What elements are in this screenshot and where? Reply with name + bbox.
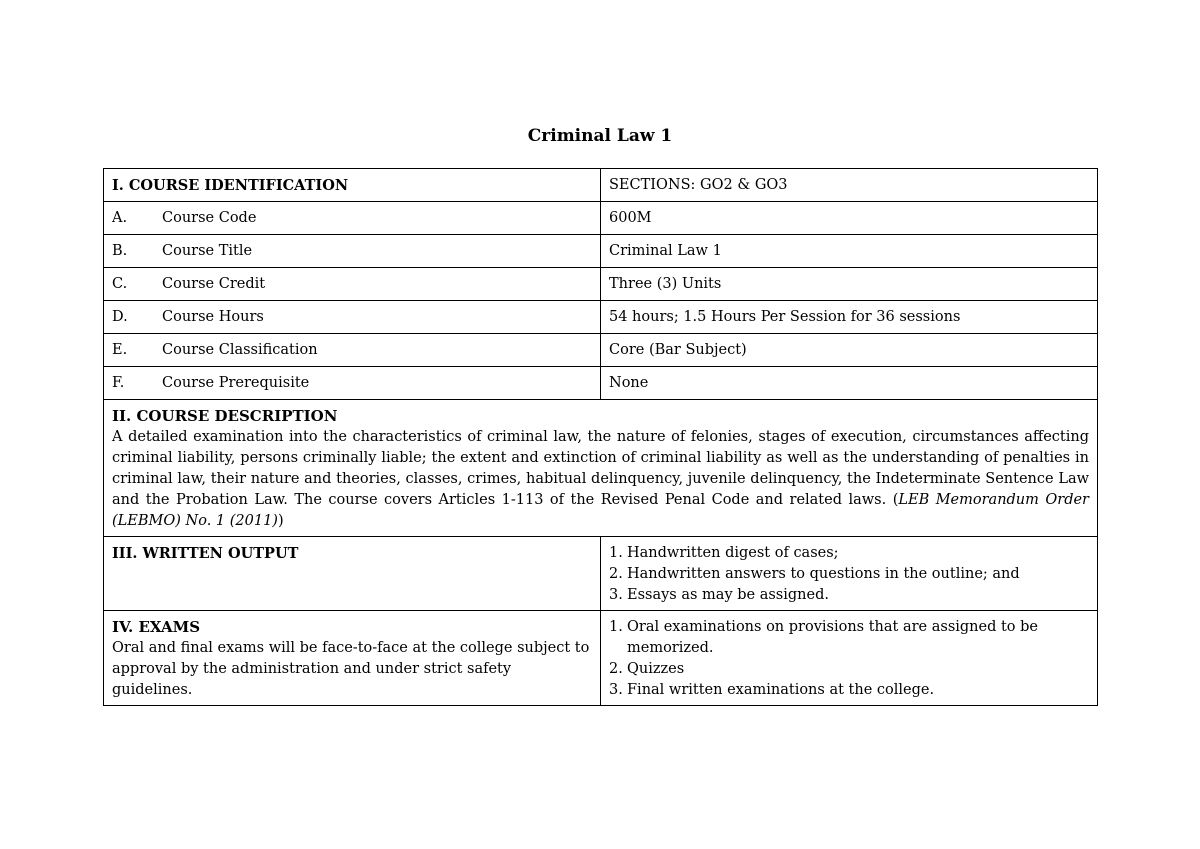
written-output-heading: III. WRITTEN OUTPUT	[112, 545, 299, 562]
course-description-heading: II. COURSE DESCRIPTION	[112, 407, 338, 425]
row-value: 54 hours; 1.5 Hours Per Session for 36 sessions	[601, 301, 1098, 334]
list-item: 3. Essays as may be assigned.	[609, 587, 829, 603]
row-letter: C.	[112, 275, 128, 292]
list-item: 2. Quizzes	[609, 661, 685, 677]
course-description-row	[104, 400, 1098, 537]
list-item: 2. Handwritten answers to questions in the outline; and	[609, 566, 1020, 582]
syllabus-table	[103, 168, 1098, 706]
row-label: Course Code	[162, 209, 257, 226]
list-item: 3. Final written examinations at the college.	[609, 682, 935, 698]
list-item: 1. Oral examinations on provisions that are assigned to be memorized.	[609, 619, 1039, 656]
row-letter: A.	[112, 209, 128, 226]
table-row	[104, 334, 1098, 367]
course-identification-header-row	[104, 169, 1098, 202]
sections-label: SECTIONS: GO2 & GO3	[601, 169, 1098, 202]
table-row	[104, 268, 1098, 301]
exams-row	[104, 611, 1098, 706]
row-letter: D.	[112, 308, 128, 325]
row-value: Core (Bar Subject)	[601, 334, 1098, 367]
row-label: Course Prerequisite	[162, 374, 310, 391]
row-label: Course Credit	[162, 275, 266, 292]
course-description-text: A detailed examination into the characteristics of criminal law, the nature of felonies, stages of execution, circumstances affecting criminal liability, persons criminally liable; the extent and extinction of criminal liability as well as the understanding of penalties in criminal law, their nature and theories, classes, crimes, habitual delinquency, juvenile delinquency, the Indeterminate Sentence Law and the Probation Law. The course covers Articles 1-113 of the Revised Penal Code and related laws. (LEB Memorandum Order (LEBMO) No. 1 (2011))	[112, 429, 1089, 529]
course-identification-heading: I. COURSE IDENTIFICATION	[104, 169, 601, 202]
row-value: Criminal Law 1	[601, 235, 1098, 268]
exams-heading: IV. EXAMS	[112, 618, 201, 636]
row-letter: E.	[112, 341, 128, 358]
table-row	[104, 202, 1098, 235]
exams-text: Oral and final exams will be face-to-face at the college subject to approval by the administration and under strict safety guidelines.	[112, 640, 590, 698]
citation: LEB Memorandum Order (LEBMO) No. 1 (2011)	[112, 492, 1089, 529]
row-letter: B.	[112, 242, 128, 259]
row-value: None	[601, 367, 1098, 400]
row-value: 600M	[601, 202, 1098, 235]
row-label: Course Classification	[162, 341, 318, 358]
row-label: Course Title	[162, 242, 253, 259]
table-row	[104, 301, 1098, 334]
row-label: Course Hours	[162, 308, 264, 325]
table-row	[104, 235, 1098, 268]
list-item: 1. Handwritten digest of cases;	[609, 545, 839, 561]
written-output-list	[609, 543, 1089, 606]
written-output-row	[104, 537, 1098, 611]
row-letter: F.	[112, 374, 125, 391]
table-row	[104, 367, 1098, 400]
exams-list	[609, 617, 1089, 701]
row-value: Three (3) Units	[601, 268, 1098, 301]
page-title: Criminal Law 1	[527, 126, 673, 146]
